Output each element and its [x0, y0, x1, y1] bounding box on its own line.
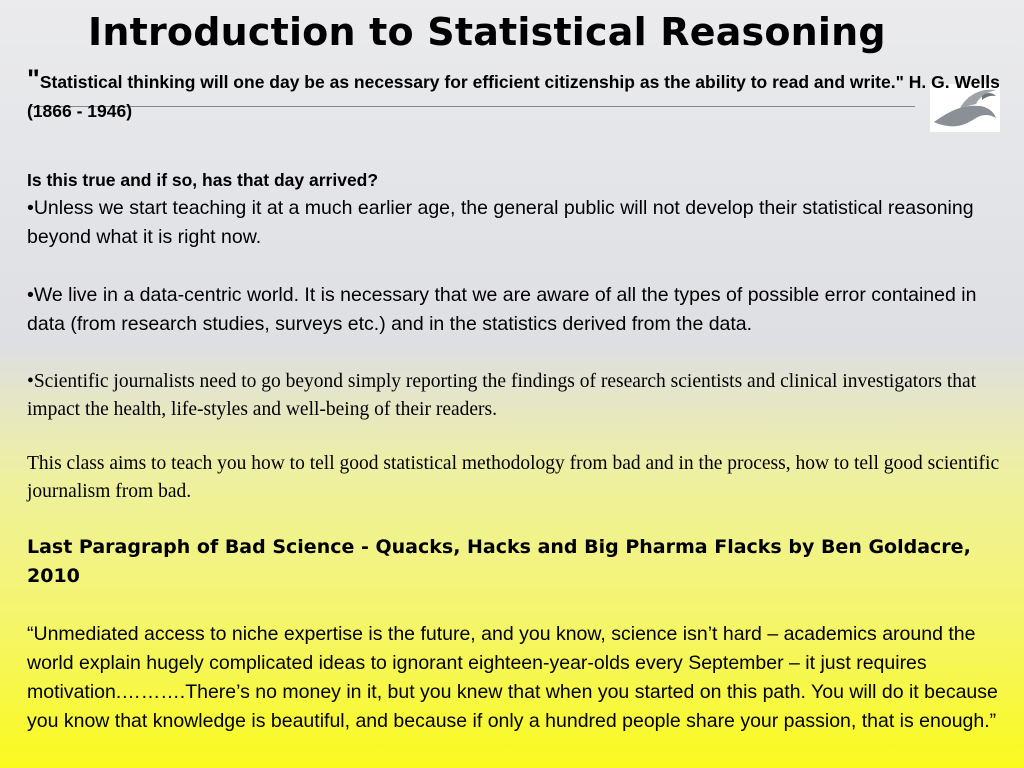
wells-quote-text: Statistical thinking will one day be as necessary for efficient citizenship as the ability to read and write." H. G. Wells (1866 - 1946) [27, 72, 1000, 121]
goldacre-quote: “Unmediated access to niche expertise is the future, and you know, science isn’t hard – academics around the world explain hugely complicated ideas to ignorant eighteen-year-olds every September – it just requires motivation.……….There’s no money in it, but you knew that when you started on this path. You will do it because you know that knowledge is beautiful, and because if only a hundred people share your passion, that is enough.” [27, 623, 998, 732]
wells-quote [27, 64, 1005, 126]
bullet-data-centric: •We live in a data-centric world. It is necessary that we are aware of all the types of possible error contained in data (from research studies, surveys etc.) and in the statistics derived from the data. [27, 284, 977, 335]
bullet-early-teaching: •Unless we start teaching it at a much earlier age, the general public will not develop their statistical reasoning beyond what it is right now. [27, 197, 974, 248]
class-aim: This class aims to teach you how to tell good statistical methodology from bad and in the process, how to tell good scientific journalism from bad. [27, 453, 1000, 502]
quote-mark: " [27, 64, 40, 94]
question: Is this true and if so, has that day arrived? [27, 170, 379, 190]
book-reference: Last Paragraph of Bad Science - Quacks, Hacks and Big Pharma Flacks by Ben Goldacre, 2010 [27, 536, 971, 587]
slide-title: Introduction to Statistical Reasoning [88, 10, 886, 54]
bullet-journalists: •Scientific journalists need to go beyond simply reporting the findings of research scientists and clinical investigators that impact the health, life-styles and well-being of their readers. [27, 371, 977, 420]
